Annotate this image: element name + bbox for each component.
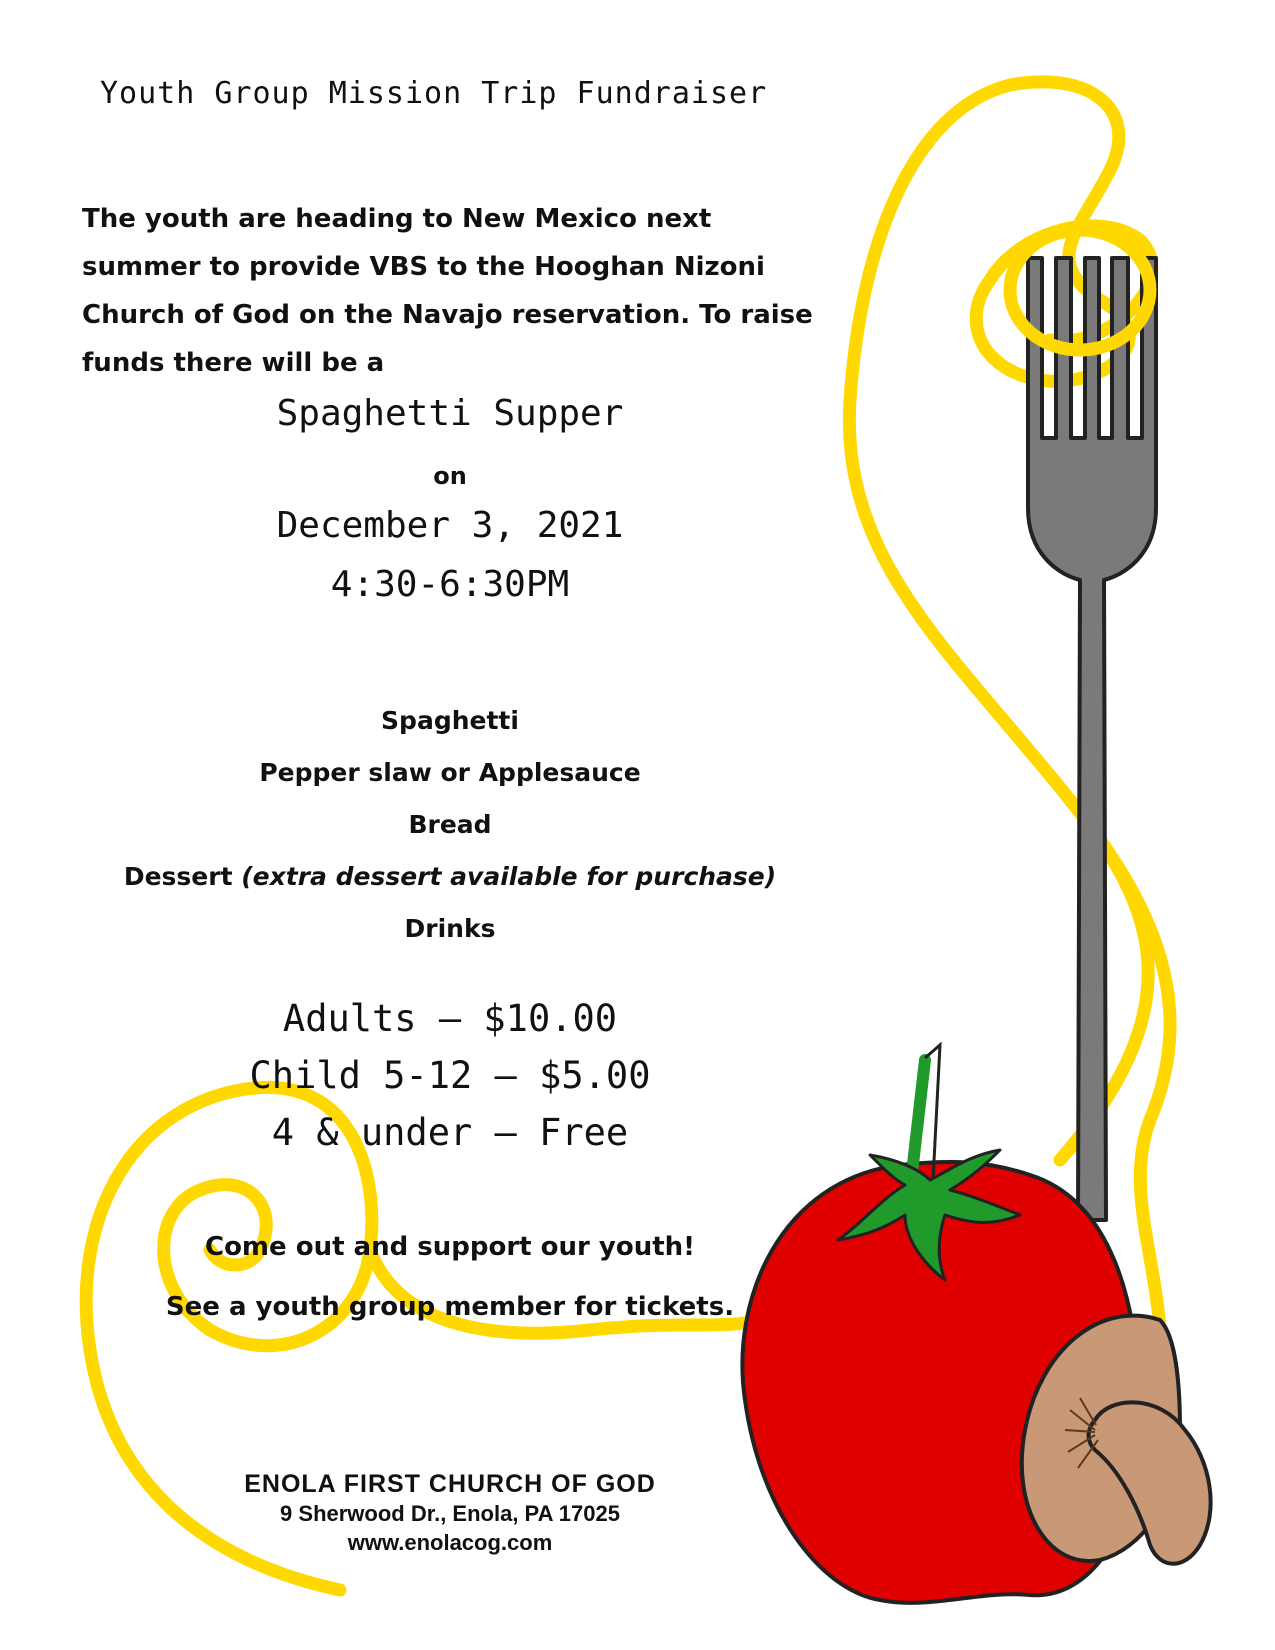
page-title: Youth Group Mission Trip Fundraiser: [100, 76, 768, 111]
menu-item: Pepper slaw or Applesauce: [259, 758, 641, 787]
price-adults: Adults – $10.00: [282, 997, 618, 1040]
event-date: December 3, 2021: [276, 505, 624, 546]
menu-item: Drinks: [404, 914, 496, 943]
support-message: Come out and support our youth!: [204, 1232, 696, 1262]
church-footer: [200, 1470, 700, 1557]
menu-item: Bread: [408, 810, 492, 839]
dessert-note: (extra dessert available for purchase): [241, 862, 777, 891]
menu-item: Spaghetti: [381, 706, 519, 735]
price-list: [150, 990, 750, 1161]
church-address: 9 Sherwood Dr., Enola, PA 17025: [280, 1501, 620, 1526]
menu-item-dessert: [100, 851, 800, 903]
event-time: 4:30-6:30PM: [330, 564, 570, 605]
church-name: ENOLA FIRST CHURCH OF GOD: [244, 1470, 656, 1498]
fork-icon: [1028, 258, 1156, 1220]
menu-item: Dessert: [123, 862, 233, 891]
price-under-four: 4 & under – Free: [271, 1111, 629, 1154]
intro-paragraph: The youth are heading to New Mexico next summer to provide VBS to the Hooghan Nizoni Church of God on the Navajo reservation. To raise funds there will be a: [82, 204, 813, 378]
church-website-link[interactable]: www.enolacog.com: [347, 1530, 553, 1555]
event-on-label: on: [433, 462, 467, 490]
price-child: Child 5-12 – $5.00: [249, 1054, 651, 1097]
tickets-message: See a youth group member for tickets.: [165, 1292, 735, 1322]
event-name: Spaghetti Supper: [276, 393, 624, 434]
menu-list: [100, 695, 800, 955]
